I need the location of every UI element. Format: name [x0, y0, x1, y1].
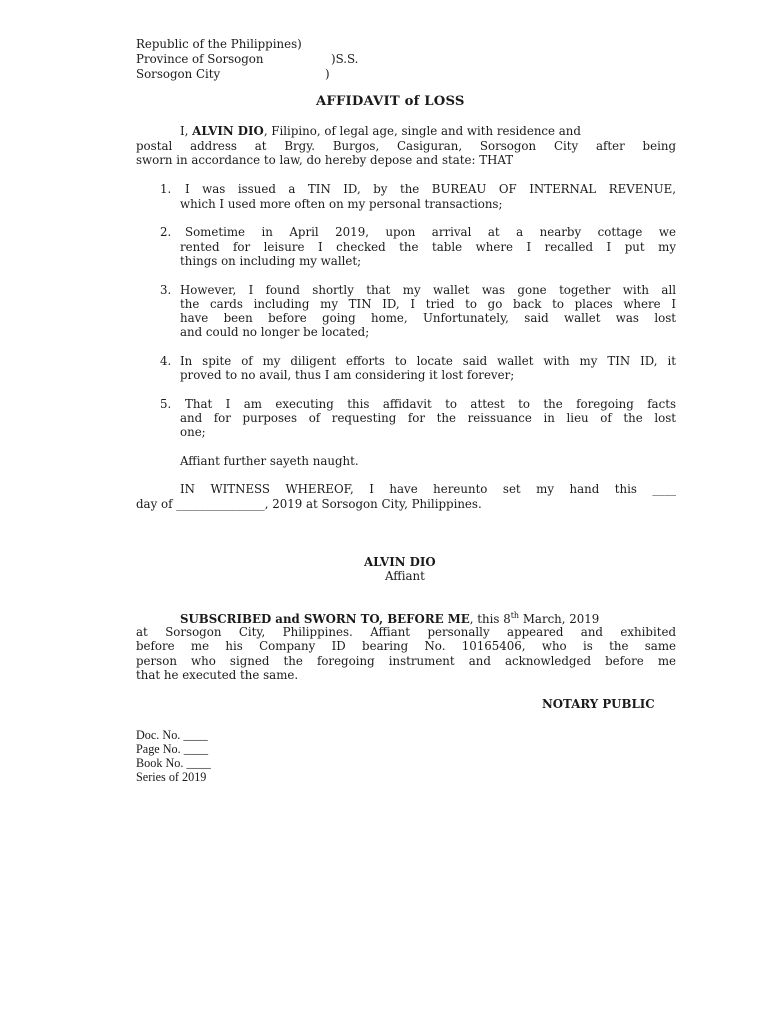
item-2-line-2: rented for leisure I checked the table where I recalled I put my	[180, 240, 676, 254]
intro-line-3: sworn in accordance to law, do hereby depose and state: THAT	[136, 153, 514, 167]
notary-public-label: NOTARY PUBLIC	[542, 697, 655, 711]
item-2-line-1: Sometime in April 2019, upon arrival at a nearby cottage we	[185, 225, 676, 239]
jurat-date-prefix: , this 8	[469, 611, 511, 626]
affiant-signature-name: ALVIN DIO	[364, 555, 436, 569]
item-5-line-1: That I am executing this affidavit to attest to the foregoing facts	[185, 397, 676, 411]
item-number: 1.	[160, 182, 172, 196]
intro-line-1	[180, 124, 676, 138]
item-2-line-3: things on including my wallet;	[180, 254, 362, 268]
item-5-line-3: one;	[180, 425, 206, 439]
jurat-date-suffix: th	[510, 611, 520, 620]
registry-page-no: Page No. ____	[136, 742, 209, 756]
affiant-further-statement: Affiant further sayeth naught.	[180, 454, 359, 468]
witness-line-2: day of _______________, 2019 at Sorsogon City, Philippines.	[136, 497, 482, 511]
item-3-line-2: the cards including my TIN ID, I tried to go back to places where I	[180, 297, 676, 311]
caption-ss: )S.S.	[331, 52, 359, 66]
intro-line-1-rest: , Filipino, of legal age, single and with residence and	[263, 124, 581, 138]
item-number: 4.	[160, 354, 172, 368]
caption-city-paren: )	[325, 67, 330, 81]
jurat-line-4: person who signed the foregoing instrument and acknowledged before me	[136, 654, 676, 668]
witness-line-1: IN WITNESS WHEREOF, I have hereunto set my hand this ____	[180, 482, 676, 496]
document-title: AFFIDAVIT of LOSS	[316, 94, 465, 109]
item-3-line-3: have been before going home, Unfortunately, said wallet was lost	[180, 311, 676, 325]
item-4-line-1: In spite of my diligent efforts to locate said wallet with my TIN ID, it	[180, 354, 676, 368]
affiant-name-intro: ALVIN DIO	[192, 124, 264, 138]
caption-republic: Republic of the Philippines)	[136, 37, 302, 51]
jurat-line-5: that he executed the same.	[136, 668, 299, 682]
affiant-signature-role: Affiant	[385, 569, 425, 583]
item-number: 5.	[160, 397, 172, 411]
caption-province: Province of Sorsogon	[136, 52, 264, 66]
jurat-line-2: at Sorsogon City, Philippines. Affiant personally appeared and exhibited	[136, 625, 676, 639]
item-1-line-2: which I used more often on my personal transactions;	[180, 197, 503, 211]
registry-book-no: Book No. ____	[136, 756, 211, 770]
item-4-line-2: proved to no avail, thus I am considering it lost forever;	[180, 368, 515, 382]
item-5-line-2: and for purposes of requesting for the reissuance in lieu of the lost	[180, 411, 676, 425]
intro-line-2: postal address at Brgy. Burgos, Casiguran, Sorsogon City after being	[136, 139, 676, 153]
jurat-date-rest: March, 2019	[519, 611, 600, 626]
intro-pronoun: I,	[180, 124, 189, 138]
item-3-line-1: However, I found shortly that my wallet was gone together with all	[180, 283, 676, 297]
registry-doc-no: Doc. No. ____	[136, 728, 208, 742]
item-3-line-4: and could no longer be located;	[180, 325, 370, 339]
caption-city: Sorsogon City	[136, 67, 221, 81]
item-number: 2.	[160, 225, 172, 239]
item-1-line-1: I was issued a TIN ID, by the BUREAU OF INTERNAL REVENUE,	[185, 182, 676, 196]
item-number: 3.	[160, 283, 172, 297]
registry-series: Series of 2019	[136, 770, 207, 784]
jurat-line-1	[180, 611, 676, 626]
jurat-bold-heading: SUBSCRIBED and SWORN TO, BEFORE ME	[180, 611, 470, 626]
jurat-line-3: before me his Company ID bearing No. 10165406, who is the same	[136, 639, 676, 653]
